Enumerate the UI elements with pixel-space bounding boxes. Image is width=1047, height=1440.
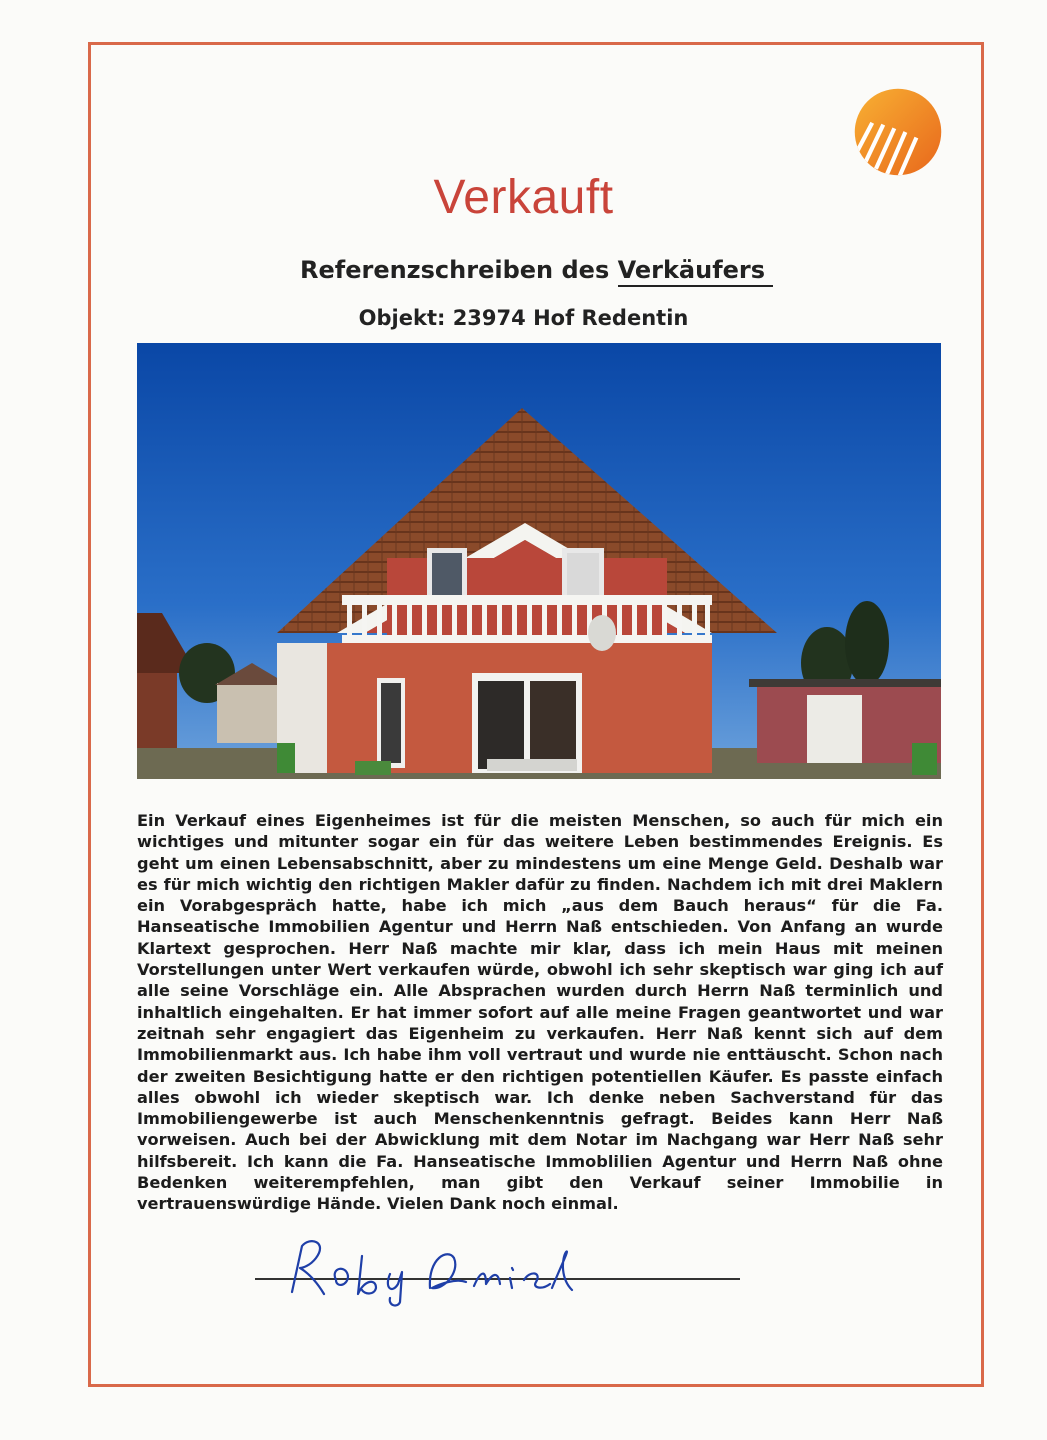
page-title: Verkauft [433, 171, 614, 224]
reference-letter-body: Ein Verkauf eines Eigenheimes ist für die meisten Menschen, so auch für mich ein wichtiges und mitunter sogar ein für das weitere Leben bestimmendes Ereignis. Es geht um einen Lebensabschnitt, aber zu mindestens um eine Menge Geld. Deshalb war es für mich wichtig den richtigen Makler dafür zu finden. Nachdem ich mit drei Maklern ein Vorabgespräch hatte, habe ich mich „aus dem Bauch heraus“ für die Fa. Hanseatische Immobilien Agentur und Herrn Naß entschieden. Von Anfang an wurde Klartext gesprochen. Herr Naß machte mir klar, dass ich mein Haus mit meinen Vorstellungen unter Wert verkaufen würde, obwohl ich sehr skeptisch war ging ich auf alle seine Vorschläge ein. Alle Absprachen wurden durch Herrn Naß terminlich und inhaltlich eingehalten. Er hat immer sofort auf alle meine Fragen geantwortet und war zeitnah sehr engagiert das Eigenheim zu verkaufen. Herr Naß kennt sich auf dem Immobilienmarkt aus. Ich habe ihm voll vertraut und wurde nie enttäuscht. Schon nach der zweiten Besichtigung hatte er den richtigen potentiellen Käufer. Es passte einfach alles obwohl ich wieder skeptisch war. Ich denke neben Sachverstand für das Immobiliengewerbe ist auch Menschenkenntnis gefragt. Beides kann Herr Naß vorweisen. Auch bei der Abwicklung mit dem Notar im Nachgang war Herr Naß sehr hilfsbereit. Ich kann die Fa. Hanseatische Immoblilien Agentur und Herrn Naß ohne Bedenken weiterempfehlen, man gibt den Verkauf seiner Immobilie in vertrauenswürdige Hände. Vielen Dank noch einmal. [137, 811, 943, 1214]
sun-stripes-logo-icon [852, 86, 944, 178]
document-subtitle [300, 255, 780, 287]
subtitle-underlined: Verkäufers [618, 255, 773, 287]
handwritten-signature [280, 1228, 600, 1308]
house-photo [137, 343, 941, 779]
subtitle-prefix: Referenzschreiben des [300, 256, 618, 284]
object-location: Objekt: 23974 Hof Redentin [358, 306, 689, 330]
